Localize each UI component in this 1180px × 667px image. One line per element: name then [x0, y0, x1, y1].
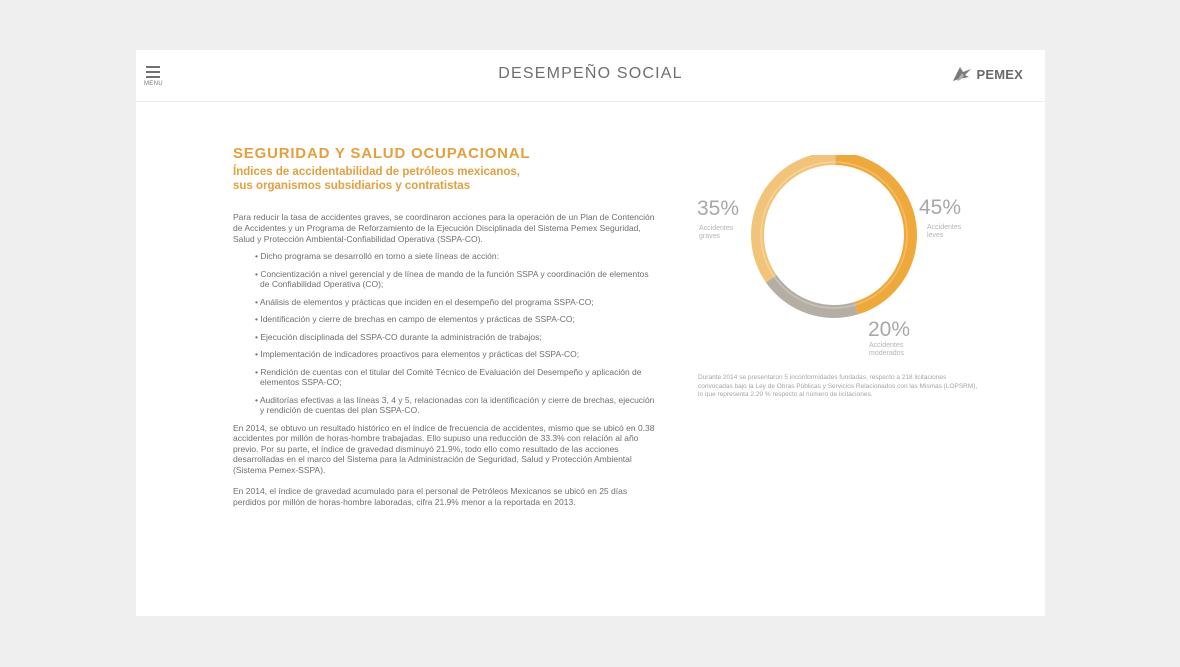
pemex-logo[interactable] — [951, 63, 1023, 85]
list-item: • Concientización a nivel gerencial y de línea de mando de la función SSPA y coordinación de elementos de Confiabilidad Operativa (CO); — [255, 268, 649, 289]
category-label-moderados-line-2: moderados — [869, 350, 905, 357]
menu-label: MENU — [144, 81, 163, 87]
page-panel — [136, 50, 1045, 616]
list-item: • Auditorías efectivas a las líneas 3, 4 y 5, relacionadas con la identificación y cierre de brechas, ejecución y rendición de cuentas del plan SSPA-CO. — [255, 394, 655, 415]
intro-paragraph: Para reducir la tasa de accidentes graves, se coordinaron acciones para la operación de un Plan de Contención de Accidentes y un Programa de Reforzamiento de la Ejecución Disciplinada del Sistema Pemex Seguridad, Salud y Protección Ambiental-Confiabilidad Operativa (SSPA-CO). — [233, 212, 655, 244]
section-subtitle — [233, 165, 657, 193]
brand-name: PEMEX — [976, 66, 1023, 82]
value-label-moderados: 20% — [868, 318, 911, 341]
section-title: SEGURIDAD Y SALUD OCUPACIONAL — [233, 145, 531, 162]
header-bar — [136, 50, 1045, 102]
list-item: • Implementación de indicadores proactivos para elementos y prácticas del SSPA-CO; — [255, 349, 580, 359]
list-item: • Dicho programa se desarrolló en torno a siete líneas de acción: — [255, 251, 499, 261]
category-label-moderados-line-1: Accidentes — [869, 342, 904, 349]
slice-leves — [835, 155, 917, 314]
accidents-donut-chart — [691, 155, 991, 365]
list-item: • Rendición de cuentas con el titular del Comité Técnico de Evaluación del Desempeño y aplicación de elementos SSPA-CO; — [255, 366, 642, 387]
category-label-moderados — [869, 342, 904, 358]
category-label-graves-line-1: Accidentes — [699, 225, 734, 232]
category-label-graves — [699, 225, 733, 241]
category-label-leves-line-1: Accidentes — [927, 224, 962, 231]
donut-inner-highlight — [761, 162, 907, 308]
subtitle-line-2: sus organismos subsidiarios y contratistas — [233, 180, 471, 192]
value-label-leves: 45% — [919, 196, 962, 219]
list-item: • Análisis de elementos y prácticas que inciden en el desempeño del programa SSPA-CO; — [255, 296, 594, 307]
action-lines-list — [233, 251, 657, 416]
pemex-eagle-icon — [951, 63, 973, 85]
category-label-graves-line-2: graves — [699, 233, 721, 240]
severity-paragraph: En 2014, el índice de gravedad acumulado para el personal de Petróleos Mexicanos se ubicó en 25 días perdidos por millón de horas-hombre laboradas, cifra 21.9% menor a la reportada en 2013. — [233, 486, 628, 507]
category-label-leves — [927, 224, 961, 240]
list-item: • Ejecución disciplinada del SSPA-CO durante la administración de trabajos; — [255, 331, 542, 342]
subtitle-line-1: Índices de accidentabilidad de petróleos mexicanos, — [233, 166, 520, 178]
page-title: DESEMPEÑO SOCIAL — [498, 65, 683, 82]
donut-svg — [691, 155, 991, 365]
article-column — [233, 145, 657, 507]
frequency-paragraph: En 2014, se obtuvo un resultado histórico en el índice de frecuencia de accidentes, mismo que se ubicó en 0.38 accidentes por millón de horas-hombre trabajadas. Ello supuso una reducción de 33.3% con relación al año previo. Por su parte, el índice de gravedad disminuyó 21.9%, todo ello como resultado de las acciones desarrolladas en el marco del Sistema para la Administración de Seguridad, Salud y Protección Ambiental (Sistema Pemex-SSPA). — [233, 422, 655, 475]
list-item: • Identificación y cierre de brechas en campo de elementos y prácticas de SSPA-CO; — [255, 314, 575, 324]
footnote-text: Durante 2014 se presentaron 5 inconformidades fundadas, respecto a 218 licitaciones convocadas bajo la Ley de Obras Públicas y Servicios Relacionados con las Mismas (LOPSRM), lo que representa 2.29 % respecto al número de licitaciones. — [698, 374, 978, 398]
value-label-graves: 35% — [697, 197, 740, 220]
slice-moderados — [766, 275, 858, 318]
category-label-leves-line-2: leves — [927, 232, 944, 239]
